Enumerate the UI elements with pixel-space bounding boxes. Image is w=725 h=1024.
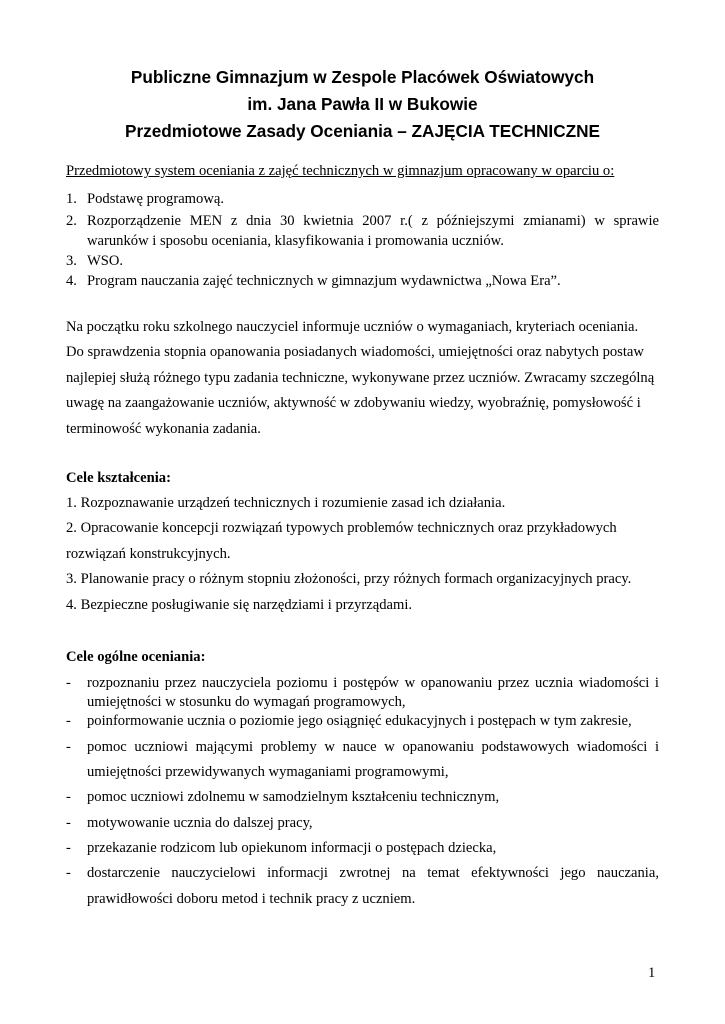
assessment-item: pomoc uczniowi zdolnemu w samodzielnym kształceniu technicznym, <box>87 789 500 805</box>
dash-bullet: - <box>66 739 71 755</box>
dash-bullet: - <box>66 840 71 856</box>
assessment-item-continuation: umiejętności przewidywanych wymaganiami programowymi, <box>87 764 449 780</box>
assessment-heading: Cele ogólne oceniania: <box>66 649 206 665</box>
paragraph-line: Na początku roku szkolnego nauczyciel informuje uczniów o wymaganiach, kryteriach oceniania. <box>66 319 639 335</box>
page-number: 1 <box>648 965 656 981</box>
basis-item: Program nauczania zajęć technicznych w gimnazjum wydawnictwa „Nowa Era”. <box>87 273 561 289</box>
assessment-item: dostarczenie nauczycielowi informacji zwrotnej na temat efektywności jego nauczania, <box>87 865 659 881</box>
basis-number: 2. <box>66 213 77 229</box>
assessment-item: motywowanie ucznia do dalszej pracy, <box>87 815 313 831</box>
assessment-item: rozpoznaniu przez nauczyciela poziomu i postępów w opanowaniu przez ucznia wiadomości i <box>87 675 659 691</box>
goals-line: 2. Opracowanie koncepcji rozwiązań typowych problemów technicznych oraz przykładowych <box>66 520 617 536</box>
dash-bullet: - <box>66 675 71 691</box>
dash-bullet: - <box>66 713 71 729</box>
paragraph-line: Do sprawdzenia stopnia opanowania posiadanych wiadomości, umiejętności oraz nabytych postaw <box>66 344 644 360</box>
basis-number: 3. <box>66 253 77 269</box>
paragraph-line: terminowość wykonania zadania. <box>66 421 261 437</box>
assessment-item: pomoc uczniowi mającymi problemy w nauce w opanowaniu podstawowych wiadomości i <box>87 739 659 755</box>
paragraph-line: uwagę na zaangażowanie uczniów, aktywność w zdobywaniu wiedzy, wyobraźnię, pomysłowość i <box>66 395 641 411</box>
assessment-item: przekazanie rodzicom lub opiekunom informacji o postępach dziecka, <box>87 840 497 856</box>
assessment-item: poinformowanie ucznia o poziomie jego osiągnięć edukacyjnych i postępach w tym zakresie, <box>87 713 632 729</box>
header-school-name: Publiczne Gimnazjum w Zespole Placówek Oświatowych <box>130 67 595 87</box>
basis-item: Rozporządzenie MEN z dnia 30 kwietnia 2007 r.( z późniejszymi zmianami) w sprawie <box>87 213 659 229</box>
dash-bullet: - <box>66 789 71 805</box>
goals-line: 3. Planowanie pracy o różnym stopniu złożoności, przy różnych formach organizacyjnych pracy. <box>66 571 632 587</box>
assessment-item-continuation: prawidłowości doboru metod i technik pracy z uczniem. <box>87 891 416 907</box>
goals-line: rozwiązań konstrukcyjnych. <box>66 546 231 562</box>
basis-number: 4. <box>66 273 77 289</box>
goals-line: 4. Bezpieczne posługiwanie się narzędziami i przyrządami. <box>66 597 413 613</box>
basis-item: Podstawę programową. <box>87 191 224 207</box>
header-patron: im. Jana Pawła II w Bukowie <box>247 94 478 114</box>
goals-line: 1. Rozpoznawanie urządzeń technicznych i rozumienie zasad ich działania. <box>66 495 506 511</box>
basis-item: WSO. <box>87 253 124 269</box>
basis-item-continuation: warunków i sposobu oceniania, klasyfikowania i promowania uczniów. <box>87 233 504 249</box>
assessment-item-continuation: umiejętności w stosunku do wymagań programowych, <box>87 694 406 710</box>
goals-heading: Cele kształcenia: <box>66 470 171 486</box>
header-document-title: Przedmiotowe Zasady Oceniania – ZAJĘCIA TECHNICZNE <box>125 121 600 141</box>
dash-bullet: - <box>66 815 71 831</box>
basis-number: 1. <box>66 191 77 207</box>
paragraph-line: najlepiej służą różnego typu zadania techniczne, wykonywane przez uczniów. Zwracamy szczególną <box>66 370 655 386</box>
intro-line: Przedmiotowy system oceniania z zajęć technicznych w gimnazjum opracowany w oparciu o: <box>66 163 615 179</box>
dash-bullet: - <box>66 865 71 881</box>
